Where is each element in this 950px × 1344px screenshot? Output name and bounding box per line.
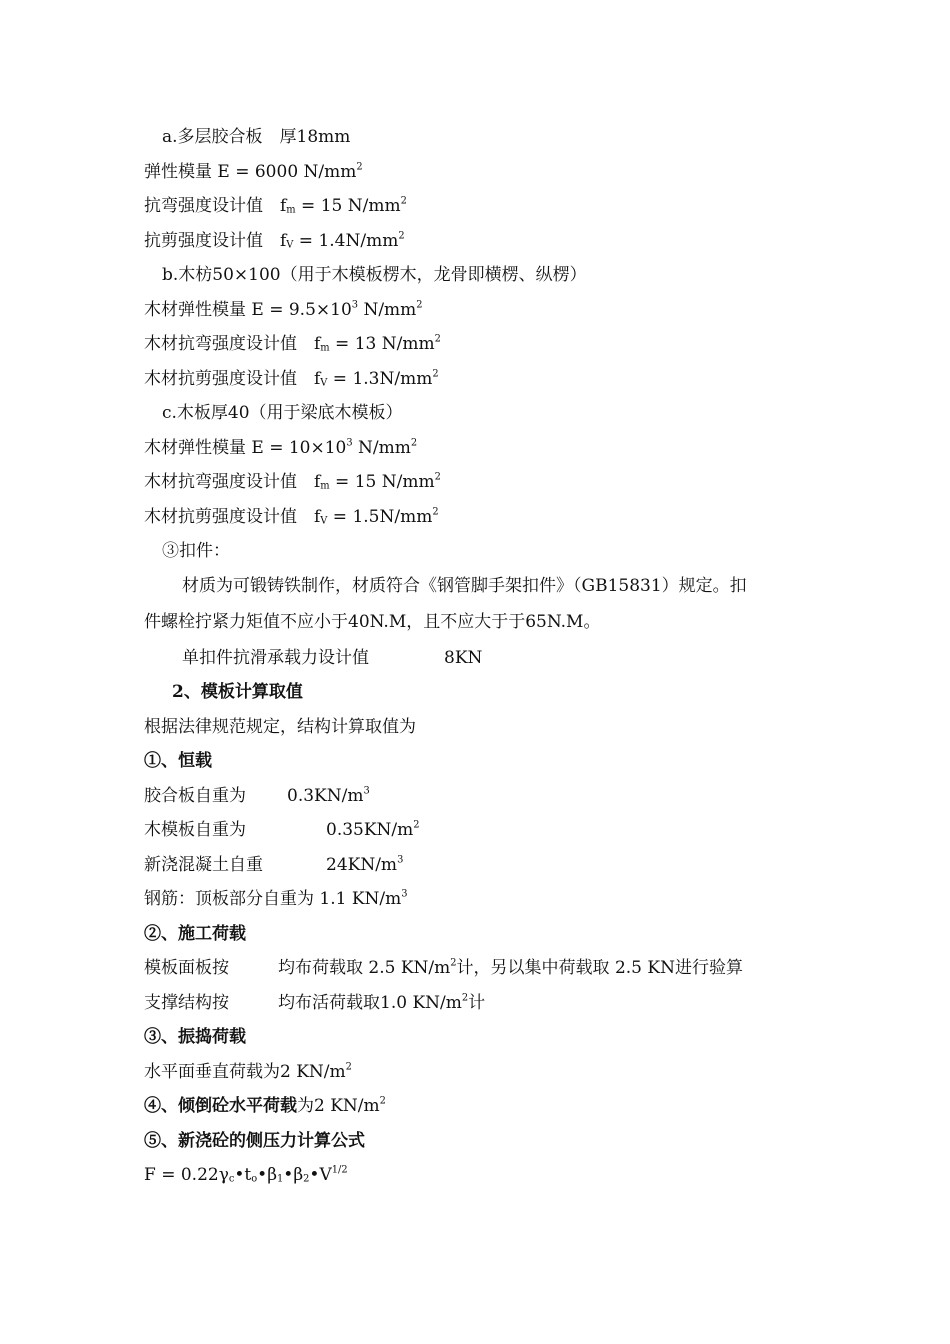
fasteners-heading: ③扣件： [162,541,230,561]
value: = 1.3N/mm [327,369,433,389]
construction-load-heading: ②、施工荷载 [144,924,246,944]
superscript: 3 [397,854,404,866]
subscript: m [320,480,330,492]
superscript: 2 [416,299,423,311]
superscript: 1/2 [331,1164,348,1176]
subscript: V [320,377,328,389]
subscript: V [286,239,294,251]
superscript: 3 [351,299,359,311]
text: 水平面垂直荷载为2 KN/m [144,1062,346,1082]
text: 计，另以集中荷载取 2.5 KN进行验算 [456,958,743,978]
unit: N/mm [352,438,411,458]
vibration-load [144,1057,352,1087]
text: 钢筋：顶板部分自重为 1.1 KN/m [144,889,402,909]
plywood-bending-strength [144,191,407,221]
superscript: 3 [363,785,370,797]
subscript: 1 [277,1173,284,1185]
subscript: c [228,1173,235,1185]
value: 0.35KN/m [326,820,414,840]
fasteners-paragraph-line2: 件螺栓拧紧力矩值不应小于40N.M，且不应大于于65N.M。 [144,612,601,632]
formula-part: F = 0.22γ [144,1165,229,1185]
superscript: 2 [410,437,418,449]
value: = 13 N/mm [329,334,435,354]
label: 抗剪强度设计值 f [144,231,287,251]
value: = 15 N/mm [295,196,401,216]
superscript: 2 [398,230,405,242]
plywood-heading: a.多层胶合板 厚18mm [162,127,351,147]
panel-load [144,953,743,983]
timber-shear-strength [144,364,439,394]
plywood-modulus [144,157,363,187]
timber-heading: b.木枋50×100（用于木模板楞木，龙骨即横楞、纵楞） [162,265,587,285]
superscript: 2 [434,333,441,345]
lateral-pressure-heading: ⑤、新浇砼的侧压力计算公式 [144,1131,365,1151]
value: = 15 N/mm [329,472,435,492]
label: 支撑结构按 [144,993,229,1013]
value: 24KN/m [326,855,398,875]
formula-part: •β [257,1165,278,1185]
subscript: m [320,342,330,354]
unit: N/mm [358,300,417,320]
text: 为2 KN/m [297,1096,380,1116]
value: 0.3KN/m [287,786,364,806]
label: 单扣件抗滑承载力设计值 [182,648,369,668]
plywood-shear-strength [144,226,405,256]
label: 模板面板按 [144,958,229,978]
superscript: 2 [356,161,363,173]
label: 抗弯强度设计值 f [144,196,287,216]
board-heading: c.木板厚40（用于梁底木模板） [162,403,403,423]
heading: ④、倾倒砼水平荷载 [144,1096,297,1116]
label: 胶合板自重为 [144,786,246,806]
board-modulus [144,433,417,463]
fasteners-paragraph-line1: 材质为可锻铸铁制作，材质符合《钢管脚手架扣件》（GB15831）规定。扣 [182,576,747,596]
subscript: 2 [303,1173,310,1185]
plywood-self-weight [144,781,370,811]
subscript: V [320,515,328,527]
superscript: 2 [434,471,441,483]
support-load [144,988,485,1018]
formwork-self-weight [144,815,420,845]
superscript: 2 [345,1061,352,1073]
slip-resistance [182,643,482,673]
superscript: 2 [461,992,469,1004]
subscript: o [251,1173,258,1185]
rebar-self-weight [144,884,408,914]
value: = 1.5N/mm [327,507,433,527]
concrete-self-weight [144,850,403,880]
label: 木材抗弯强度设计值 f [144,472,321,492]
plywood-modulus-text: 弹性模量 E = 6000 N/mm [144,162,357,182]
superscript: 2 [379,1095,386,1107]
value: 8KN [444,648,483,668]
timber-bending-strength [144,329,441,359]
vibration-load-heading: ③、振捣荷载 [144,1027,246,1047]
board-bending-strength [144,467,441,497]
superscript: 2 [432,506,439,518]
superscript: 3 [346,437,353,449]
superscript: 2 [432,368,439,380]
dump-load [144,1091,386,1121]
dead-load-heading: ①、恒载 [144,751,212,771]
lateral-pressure-formula [144,1160,348,1190]
subscript: m [286,204,296,216]
text: 均布荷载取 2.5 KN/m [278,958,451,978]
superscript: 2 [413,819,420,831]
label: 木材抗剪强度设计值 f [144,507,321,527]
label: 新浇混凝土自重 [144,855,263,875]
text: 计 [468,993,486,1013]
value: = 1.4N/mm [293,231,399,251]
timber-modulus [144,295,423,325]
superscript: 3 [401,888,408,900]
formula-part: •β [283,1165,304,1185]
superscript: 2 [400,195,407,207]
superscript: 2 [450,957,457,969]
label: 木材抗弯强度设计值 f [144,334,321,354]
calc-intro: 根据法律规范规定，结构计算取值为 [144,717,416,737]
label: 木材抗剪强度设计值 f [144,369,321,389]
text: 均布活荷载取1.0 KN/m [278,993,462,1013]
label: 木模板自重为 [144,820,246,840]
label: 木材弹性模量 E = 9.5×10 [144,300,352,320]
formula-part: •V [309,1165,332,1185]
board-shear-strength [144,502,439,532]
formula-part: •t [234,1165,252,1185]
label: 木材弹性模量 E = 10×10 [144,438,347,458]
calc-heading: 2、模板计算取值 [172,682,303,702]
